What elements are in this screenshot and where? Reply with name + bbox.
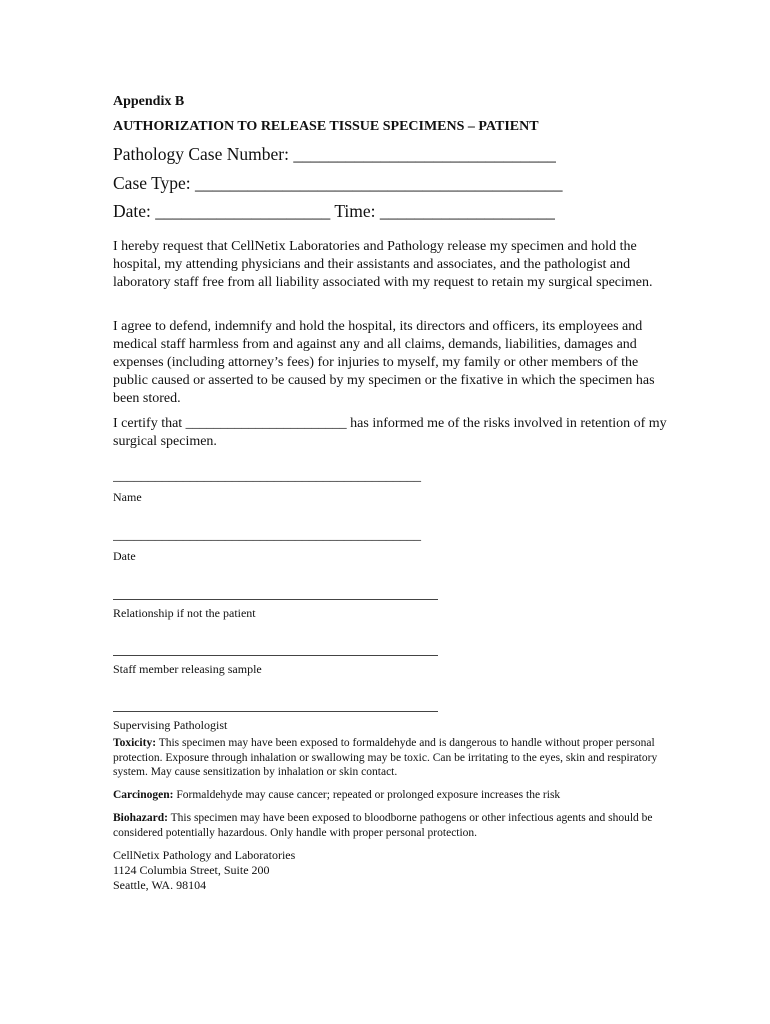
carcinogen-text: Formaldehyde may cause cancer; repeated or prolonged exposure increases the risk xyxy=(173,789,561,801)
lab-address xyxy=(113,848,295,893)
pathologist-signature-block xyxy=(113,711,443,733)
certify-paragraph: I certify that _______________________ has informed me of the risks involved in retention of my surgical specimen. xyxy=(113,416,667,449)
toxicity-label: Toxicity: xyxy=(113,737,157,749)
date-label: Date xyxy=(113,549,136,563)
relationship-signature-line xyxy=(113,599,438,600)
name-signature-line: ____________________________________________ xyxy=(113,470,421,484)
staff-label: Staff member releasing sample xyxy=(113,662,262,676)
appendix-heading: Appendix B xyxy=(113,94,185,109)
toxicity-warning xyxy=(113,736,661,780)
indemnify-paragraph: I agree to defend, indemnify and hold the hospital, its directors and officers, its employees and medical staff harmless from and against any and all claims, demands, liabilities, damages and expenses (including attorney’s fees) for injuries to myself, my family or other members of the public caused or asserted to be caused by my specimen or the fixative in which the specimen has been stored. xyxy=(113,319,655,406)
address-org: CellNetix Pathology and Laboratories xyxy=(113,848,296,862)
date-signature-line: ____________________________________________ xyxy=(113,529,421,543)
pathologist-signature-line xyxy=(113,711,438,712)
biohazard-text: This specimen may have been exposed to bloodborne pathogens or other infectious agents and should be considered potentially hazardous. Only handle with proper personal protection. xyxy=(113,812,653,839)
relationship-signature-block xyxy=(113,599,443,621)
biohazard-warning xyxy=(113,811,661,840)
name-signature-block xyxy=(113,470,443,505)
date-signature-block xyxy=(113,529,443,564)
carcinogen-warning xyxy=(113,788,661,803)
staff-signature-line xyxy=(113,655,438,656)
name-label: Name xyxy=(113,490,142,504)
toxicity-text: This specimen may have been exposed to formaldehyde and is dangerous to handle without proper personal protection. Exposure through inhalation or swallowing may be toxic. Can be irritating to the eyes, skin and respiratory system. May cause sensitization by inhalation or skin contact. xyxy=(113,737,658,778)
pathologist-label: Supervising Pathologist xyxy=(113,718,228,732)
address-city: Seattle, WA. 98104 xyxy=(113,878,207,892)
date-time-field: Date: ____________________ Time: ____________________ xyxy=(113,201,555,221)
case-type-field: Case Type: __________________________________________ xyxy=(113,173,563,193)
carcinogen-label: Carcinogen: xyxy=(113,789,174,801)
case-number-field: Pathology Case Number: ______________________________ xyxy=(113,144,556,164)
document-title: AUTHORIZATION TO RELEASE TISSUE SPECIMENS – PATIENT xyxy=(113,119,539,134)
staff-signature-block xyxy=(113,655,443,677)
relationship-label: Relationship if not the patient xyxy=(113,606,256,620)
biohazard-label: Biohazard: xyxy=(113,812,168,824)
address-street: 1124 Columbia Street, Suite 200 xyxy=(113,863,270,877)
request-paragraph: I hereby request that CellNetix Laboratories and Pathology release my specimen and hold the hospital, my attending physicians and their assistants and associates, and the pathologist and laboratory staff free from all liability associated with my request to retain my surgical specimen. xyxy=(113,239,653,290)
